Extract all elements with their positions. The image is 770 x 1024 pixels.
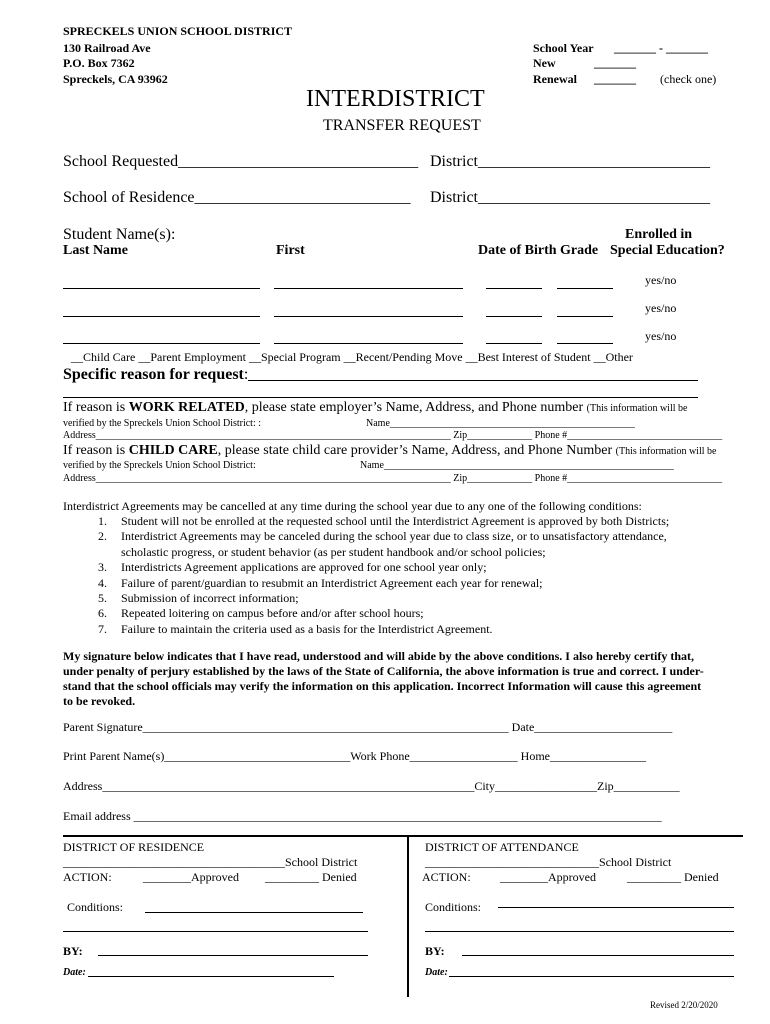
renewal-checkbox-field[interactable]: _______ [594,72,636,86]
new-checkbox-field[interactable]: _______ [594,56,636,70]
enrolled-in-heading: Enrolled in [625,227,693,242]
parent-address-field[interactable]: Address______________________________________________________________City_________________Zip___________ [63,779,680,793]
condition-text: Repeated loitering on campus before and/or after school hours; [121,606,424,621]
provider-address-field[interactable]: Address_______________________________________________________________________ Zip_____________ Phone #_______________________________ [63,473,723,484]
condition-number: 4. [98,575,107,590]
renewal-label: Renewal [533,72,577,86]
district-name: SPRECKELS UNION SCHOOL DISTRICT [63,24,293,38]
attendance-conditions-input-2[interactable] [425,931,734,932]
condition-number: 1. [98,514,107,528]
residence-date-input[interactable] [88,976,334,977]
work-suffix: , please state employer’s Name, Address, and Phone number [244,400,587,415]
parent-name-field[interactable]: Print Parent Name(s)_______________________________Work Phone__________________ Home________________ [63,749,646,763]
certification-line-3: stand that the school officials may verify the information on this application. Incorrect Information will cause this agreement [63,679,702,693]
page-subtitle: TRANSFER REQUEST [323,117,481,134]
residence-denied-field[interactable]: _________ Denied [265,870,357,884]
condition-item [63,576,669,591]
condition-number: 5. [98,591,107,606]
condition-text: Failure to maintain the criteria used as a basis for the Interdistrict Agreement. [121,621,493,636]
condition-item [63,545,669,560]
residence-conditions-input-2[interactable] [63,931,368,932]
school-requested-district-field[interactable]: District_____________________________ [430,153,710,170]
attendance-by-input[interactable] [462,955,734,956]
special-ed-heading: Special Education? [610,243,725,258]
condition-text: Student will not be enrolled at the requested school until the Interdistrict Agreement is approved by both Districts; [121,514,670,528]
attendance-by-label: BY: [425,944,445,958]
residence-school-district-field[interactable]: _____________________________________School District [63,855,358,869]
dob-grade-heading: Date of Birth Grade [478,243,599,258]
work-keyword: WORK RELATED [128,400,245,415]
childcare-prefix: If reason is [63,443,129,458]
attendance-conditions-label: Conditions: [425,900,482,914]
revised-date: Revised 2/20/2020 [650,1000,718,1010]
student-last-name-input-2[interactable] [63,316,260,317]
residence-action-label: ACTION: [63,870,112,884]
attendance-school-district-field[interactable]: _____________________________School District [425,855,672,869]
school-residence-field[interactable]: School of Residence___________________________ [63,189,411,206]
residence-by-label: BY: [63,944,83,958]
column-divider [407,837,409,997]
condition-item [63,529,669,544]
condition-item [63,514,669,529]
reason-options[interactable]: __Child Care __Parent Employment __Special Program __Recent/Pending Move __Best Interest of Student __Other [71,350,633,364]
student-dob-input-2[interactable] [486,316,542,317]
childcare-suffix: , please state child care provider’s Name, Address, and Phone Number [217,443,616,458]
condition-item [63,591,669,606]
residence-approved-field[interactable]: ________Approved [143,870,239,884]
school-requested-field[interactable]: School Requested______________________________ [63,153,419,170]
condition-text: Failure of parent/guardian to resubmit an Interdistrict Agreement each year for renewal; [121,575,543,590]
conditions-list [63,514,669,637]
page-title: INTERDISTRICT [306,86,485,112]
residence-conditions-input-1[interactable] [145,912,363,913]
school-residence-district-field[interactable]: District_____________________________ [430,189,710,206]
parent-signature-field[interactable]: Parent Signature_____________________________________________________________ Date_______________________ [63,720,673,734]
attendance-date-input[interactable] [449,976,734,977]
condition-text: Submission of incorrect information; [121,591,299,606]
condition-text: scholastic progress, or student behavior (as per student handbook and/or school policies; [121,544,546,559]
residence-by-input[interactable] [98,955,368,956]
specific-reason-label [63,366,248,384]
condition-number: 2. [98,529,107,544]
school-year-label: School Year [533,41,594,55]
childcare-keyword: CHILD CARE [128,443,218,458]
residence-district-title: DISTRICT OF RESIDENCE [63,840,205,854]
condition-number: 7. [98,621,107,636]
work-note: (This information will be [586,403,688,414]
residence-conditions-label: Conditions: [67,900,124,914]
student-grade-input-3[interactable] [557,343,613,344]
attendance-action-label: ACTION: [422,870,471,884]
first-name-heading: First [276,243,305,258]
child-care-instruction [63,443,716,459]
attendance-date-label: Date: [425,967,448,978]
student-names-label: Student Name(s): [63,226,176,243]
employer-address-field[interactable]: Address_______________________________________________________________________ Zip_____________ Phone #_______________________________ [63,430,723,441]
new-label: New [533,56,556,70]
student-grade-input-2[interactable] [557,316,613,317]
attendance-approved-field[interactable]: ________Approved [500,870,596,884]
condition-number: 6. [98,606,107,621]
email-address-field[interactable]: Email address ________________________________________________________________________________________ [63,809,662,823]
sped-yes-no-3[interactable]: yes/no [645,329,677,343]
attendance-conditions-input-1[interactable] [498,907,734,908]
provider-name-field[interactable]: Name__________________________________________________________ [360,460,674,471]
school-year-field[interactable]: _______ - _______ [614,41,708,55]
student-last-name-input-1[interactable] [63,288,260,289]
attendance-district-title: DISTRICT OF ATTENDANCE [425,840,579,854]
work-prefix: If reason is [63,400,129,415]
attendance-denied-field[interactable]: _________ Denied [627,870,719,884]
student-dob-input-3[interactable] [486,343,542,344]
student-first-name-input-1[interactable] [274,288,463,289]
student-first-name-input-2[interactable] [274,316,463,317]
childcare-verified-note: verified by the Spreckels Union School District: [63,460,256,471]
check-one-note: (check one) [660,72,717,86]
work-verified-note: verified by the Spreckels Union School District: : [63,418,262,429]
condition-item [63,606,669,621]
last-name-heading: Last Name [63,243,128,258]
student-first-name-input-3[interactable] [274,343,463,344]
condition-text: Interdistrict Agreements may be canceled during the school year due to class size, or to unsatisfactory attendance, [121,529,667,544]
condition-number: 3. [98,560,107,575]
condition-item [63,560,669,575]
condition-text: Interdistricts Agreement applications are approved for one school year only; [121,560,487,575]
sped-yes-no-2[interactable]: yes/no [645,301,677,315]
childcare-note: (This information will be [615,446,717,457]
specific-reason-input-1[interactable] [248,380,698,381]
section-divider [63,835,743,837]
address-line-2: P.O. Box 7362 [63,56,135,70]
specific-reason-text: Specific reason for request [63,366,244,383]
residence-date-label: Date: [63,967,86,978]
conditions-intro: Interdistrict Agreements may be cancelled at any time during the school year due to any one of the following conditions: [63,499,642,513]
address-line-3: Spreckels, CA 93962 [63,72,168,86]
specific-reason-input-2[interactable] [63,397,698,398]
certification-line-4: to be revoked. [63,694,136,708]
student-dob-input-1[interactable] [486,288,542,289]
work-related-instruction [63,400,687,416]
certification-line-2: under penalty of perjury established by the laws of the State of California, the above information is true and correct. I under- [63,664,704,678]
certification-line-1: My signature below indicates that I have read, understood and will abide by the above conditions. I also hereby certify that, [63,649,695,663]
sped-yes-no-1[interactable]: yes/no [645,273,677,287]
student-grade-input-1[interactable] [557,288,613,289]
student-last-name-input-3[interactable] [63,343,260,344]
condition-item [63,622,669,637]
employer-name-field[interactable]: Name_________________________________________________ [366,418,635,429]
specific-reason-colon: : [243,366,249,383]
address-line-1: 130 Railroad Ave [63,41,151,55]
